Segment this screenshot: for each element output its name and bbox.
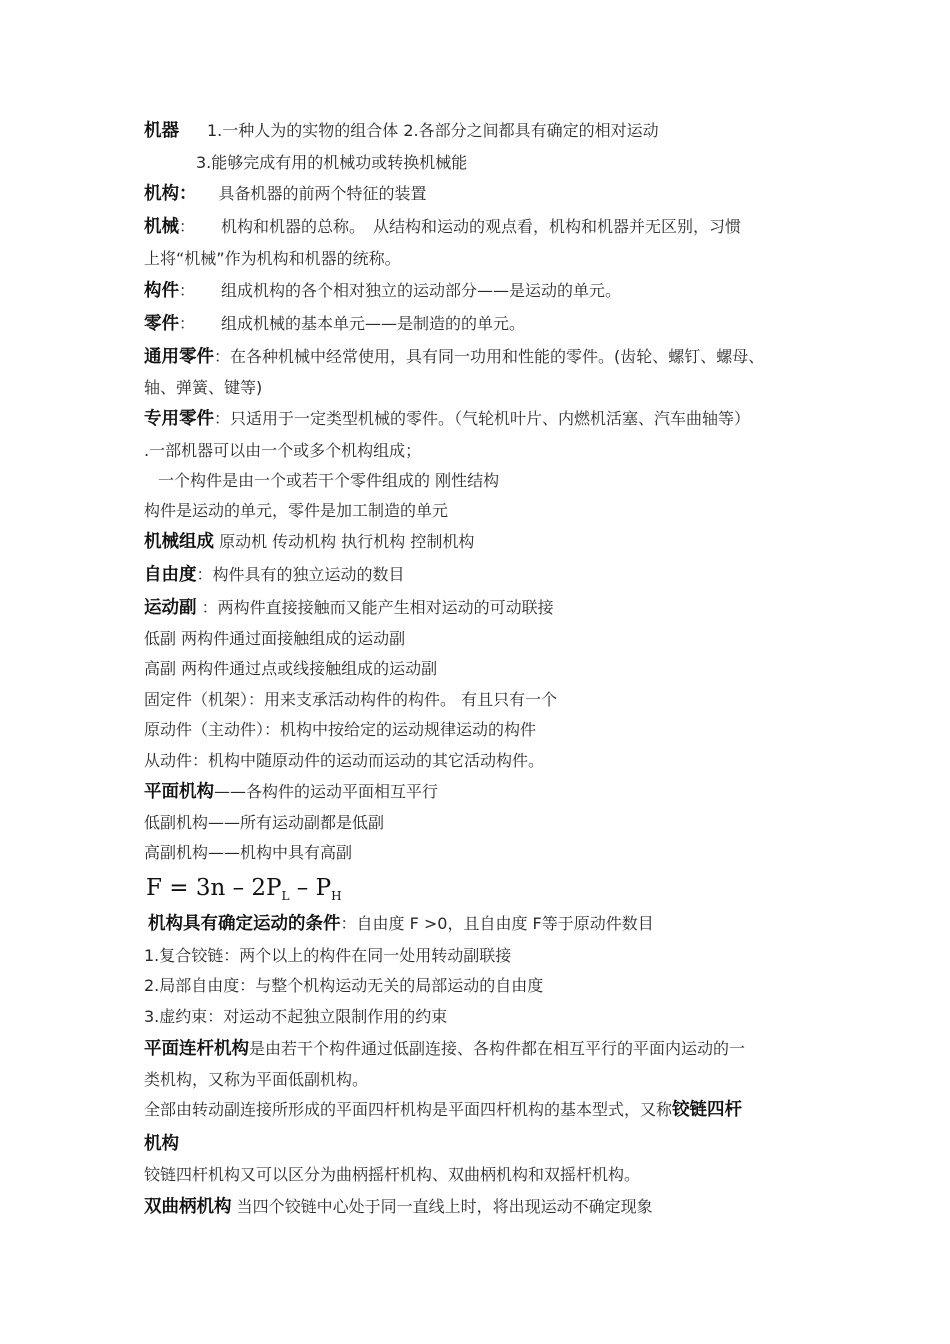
line-mechanism: 机构： 具备机器的前两个特征的装置 — [144, 184, 427, 204]
line-machine-3: 3.能够完成有用的机械功或转换机械能 — [196, 153, 468, 172]
line-redundant-constraint: 3.虚约束：对运动不起独立限制作用的约束 — [144, 1007, 448, 1026]
line-machine: 机器 1.一种人为的实物的组合体 2.各部分之间都具有确定的相对运动 — [144, 121, 659, 141]
line-follower: 从动件：机构中随原动件的运动而运动的其它活动构件。 — [144, 751, 545, 770]
line-higher-pair-mechanism: 高副机构——机构中具有高副 — [144, 843, 353, 862]
line-general-part-cont: 轴、弹簧、键等) — [144, 378, 263, 397]
line-double-crank: 双曲柄机构 当四个铰链中心处于同一直线上时，将出现运动不确定现象 — [144, 1197, 653, 1217]
line-higher-pair: 高副 两构件通过点或线接触组成的运动副 — [144, 659, 438, 678]
line-planar-mechanism: 平面机构——各构件的运动平面相互平行 — [144, 782, 439, 802]
line-general-part: 通用零件：在各种机械中经常使用，具有同一功用和性能的零件。(齿轮、螺钉、螺母、 — [144, 347, 765, 367]
dof-formula: $F = 3n - 2P_L - P_H$ — [146, 875, 342, 903]
line-unit: 构件是运动的单元，零件是加工制造的单元 — [144, 501, 449, 520]
line-part: 零件： 组成机械的基本单元——是制造的的单元。 — [144, 314, 526, 334]
line-frame: 固定件（机架）：用来支承活动构件的构件。 有且只有一个 — [144, 690, 558, 709]
line-driver: 原动件（主动件）：机构中按给定的运动规律运动的构件 — [144, 720, 537, 739]
line-four-bar-types: 铰链四杆机构又可以区分为曲柄摇杆机构、双曲柄机构和双摇杆机构。 — [144, 1165, 641, 1184]
line-planar-linkage: 平面连杆机构是由若干个构件通过低副连接、各构件都在相互平行的平面内运动的一 — [144, 1039, 746, 1059]
line-planar-linkage-cont: 类机构，又称为平面低副机构。 — [144, 1070, 369, 1089]
line-component: 构件： 组成机构的各个相对独立的运动部分——是运动的单元。 — [144, 281, 622, 301]
line-determinate-motion: 机构具有确定运动的条件：自由度 F >0，且自由度 F等于原动件数目 — [148, 914, 654, 934]
line-machinery-cont: 上将“机械”作为机构和机器的统称。 — [144, 249, 401, 268]
line-four-bar-cont: 机构 — [144, 1134, 179, 1154]
line-local-dof: 2.局部自由度：与整个机构运动无关的局部运动的自由度 — [144, 976, 544, 995]
line-machine-parts: 机械组成 原动机 传动机构 执行机构 控制机构 — [144, 532, 475, 552]
line-dof: 自由度：构件具有的独立运动的数目 — [144, 565, 405, 585]
line-four-bar: 全部由转动副连接所形成的平面四杆机构是平面四杆机构的基本型式，又称铰链四杆 — [144, 1100, 743, 1120]
line-lower-pair-mechanism: 低副机构——所有运动副都是低副 — [144, 813, 385, 832]
line-kinematic-pair: 运动副 ：两构件直接接触而又能产生相对运动的可动联接 — [144, 598, 554, 618]
line-machinery: 机械： 机构和机器的总称。 从结构和运动的观点看，机构和机器并无区别，习惯 — [144, 217, 742, 237]
line-compound-hinge: 1.复合铰链：两个以上的构件在同一处用转动副联接 — [144, 946, 512, 965]
line-lower-pair: 低副 两构件通过面接触组成的运动副 — [144, 629, 406, 648]
line-component-rigid: 一个构件是由一个或若干个零件组成的 刚性结构 — [158, 471, 500, 490]
line-special-part: 专用零件：只适用于一定类型机械的零件。（气轮机叶片、内燃机活塞、汽车曲轴等） — [144, 409, 751, 429]
line-machine-composition: .一部机器可以由一个或多个机构组成； — [144, 441, 422, 460]
